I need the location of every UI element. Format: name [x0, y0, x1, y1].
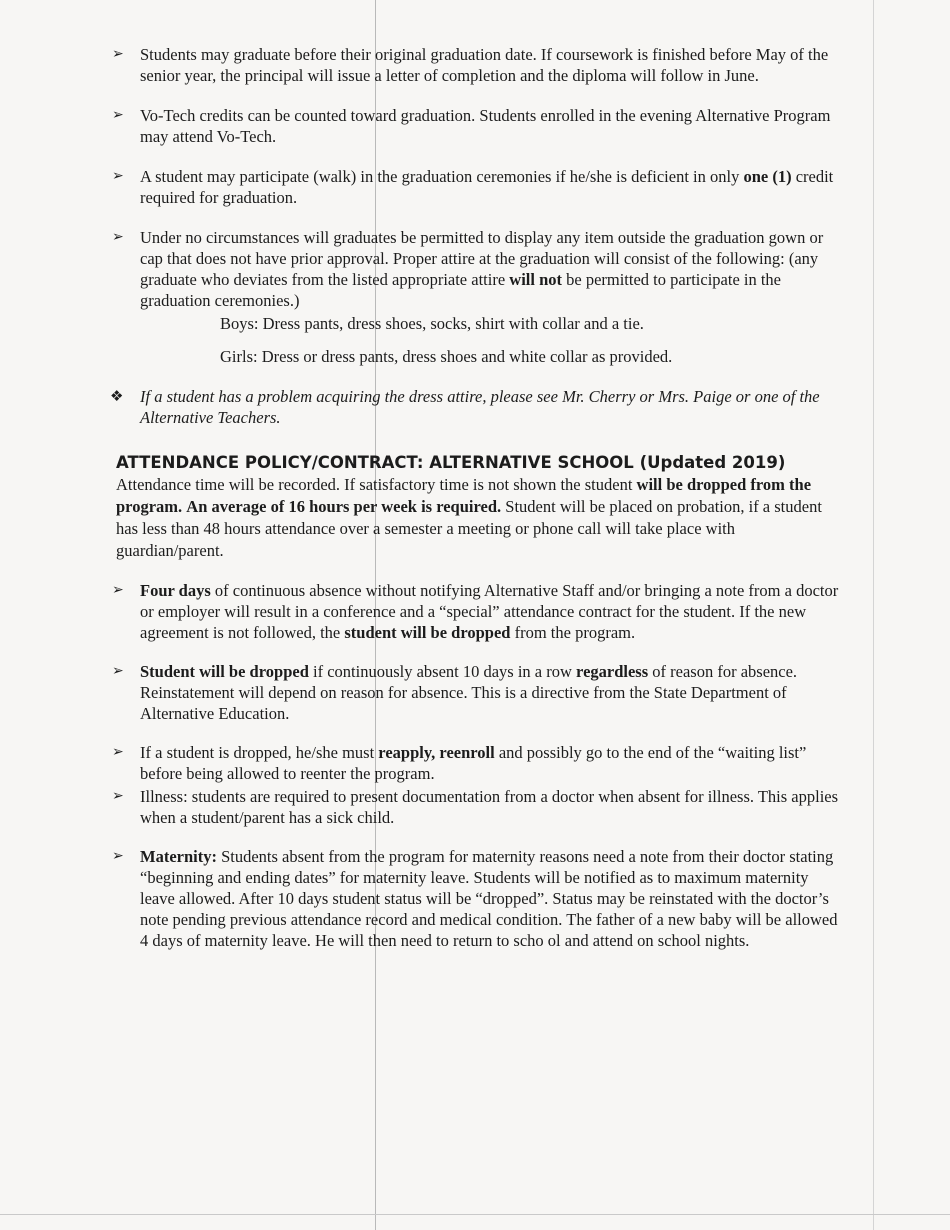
attire-boys: Boys: Dress pants, dress shoes, socks, shirt with collar and a tie.: [220, 314, 644, 333]
bullet-walk-ceremony: [100, 166, 840, 208]
arrowhead-bullet-icon: ➢: [112, 46, 124, 62]
attendance-heading: ATTENDANCE POLICY/CONTRACT: ALTERNATIVE SCHOOL (Updated 2019): [116, 453, 786, 472]
diamond-bullet-icon: ❖: [110, 387, 124, 405]
bullet-early-graduation: [100, 44, 840, 86]
bullet-text: Vo-Tech credits can be counted toward graduation. Students enrolled in the evening Alternative Program may attend Vo-Tech.: [140, 106, 831, 146]
bullet-text: Illness: students are required to present documentation from a doctor when absent for illness. This applies when a student/parent has a sick child.: [140, 787, 839, 827]
attire-list: [220, 313, 840, 367]
bullet-vo-tech: [100, 105, 840, 147]
attendance-rules: [100, 580, 840, 951]
bullet-text: A student may participate (walk) in the graduation ceremonies if he/she is deficient in only one (1) credit required for graduation.: [140, 167, 834, 207]
arrowhead-bullet-icon: ➢: [112, 744, 124, 760]
bullet-text: Four days of continuous absence without notifying Alternative Staff and/or bringing a note from a doctor or employer will result in a conference and a “special” attendance contract for the student. If the new agreement is not followed, the student will be dropped from the program.: [140, 581, 839, 642]
attire-girls: Girls: Dress or dress pants, dress shoes and white collar as provided.: [220, 347, 673, 366]
note-text: If a student has a problem acquiring the dress attire, please see Mr. Cherry or Mrs. Paige or one of the Alternative Teachers.: [140, 387, 820, 427]
page-edge-line: [873, 0, 874, 1230]
arrowhead-bullet-icon: ➢: [112, 848, 124, 864]
bullet-attire: [100, 227, 840, 367]
bullet-four-days: [100, 580, 840, 643]
bullet-text: Maternity: Students absent from the program for maternity reasons need a note from their doctor stating “beginning and ending dates” for maternity leave. Students will be notified as to maximum maternity leave allowed. After 10 days student status will be “dropped”. Status may be reinstated with the doctor’s note pending previous attendance record and medical condition. The father of a new baby will be allowed 4 days of maternity leave. He will then need to return to scho ol and attend on school nights.: [140, 847, 838, 950]
document-content: [100, 44, 840, 969]
arrowhead-bullet-icon: ➢: [112, 663, 124, 679]
bullet-maternity: [100, 846, 840, 951]
dress-attire-note: [100, 386, 840, 428]
arrowhead-bullet-icon: ➢: [112, 229, 124, 245]
bullet-text: Students may graduate before their original graduation date. If coursework is finished before May of the senior year, the principal will issue a letter of completion and the diploma will follow in June.: [140, 45, 829, 85]
bullet-illness: [100, 786, 840, 828]
bullet-text: If a student is dropped, he/she must reapply, reenroll and possibly go to the end of the “waiting list” before being allowed to reenter the program.: [140, 743, 807, 783]
page-bottom-edge: [0, 1214, 950, 1215]
arrowhead-bullet-icon: ➢: [112, 582, 124, 598]
arrowhead-bullet-icon: ➢: [112, 788, 124, 804]
bullet-text: Under no circumstances will graduates be permitted to display any item outside the graduation gown or cap that does not have prior approval. Proper attire at the graduation will consist of the following: (any graduate who deviates from the listed appropriate attire will not be permitted to participate in the graduation ceremonies.): [140, 228, 824, 310]
bullet-ten-days: [100, 661, 840, 724]
attendance-intro: Attendance time will be recorded. If satisfactory time is not shown the student will be dropped from the program. An average of 16 hours per week is required. Student will be placed on probation, if a student has less than 48 hours attendance over a semester a meeting or phone call will take place with guardian/parent.: [116, 475, 822, 560]
bullet-reapply: [100, 742, 840, 784]
bullet-text: Student will be dropped if continuously absent 10 days in a row regardless of reason for absence. Reinstatement will depend on reason for absence. This is a directive from the State Department of Alternative Education.: [140, 662, 798, 723]
arrowhead-bullet-icon: ➢: [112, 107, 124, 123]
arrowhead-bullet-icon: ➢: [112, 168, 124, 184]
